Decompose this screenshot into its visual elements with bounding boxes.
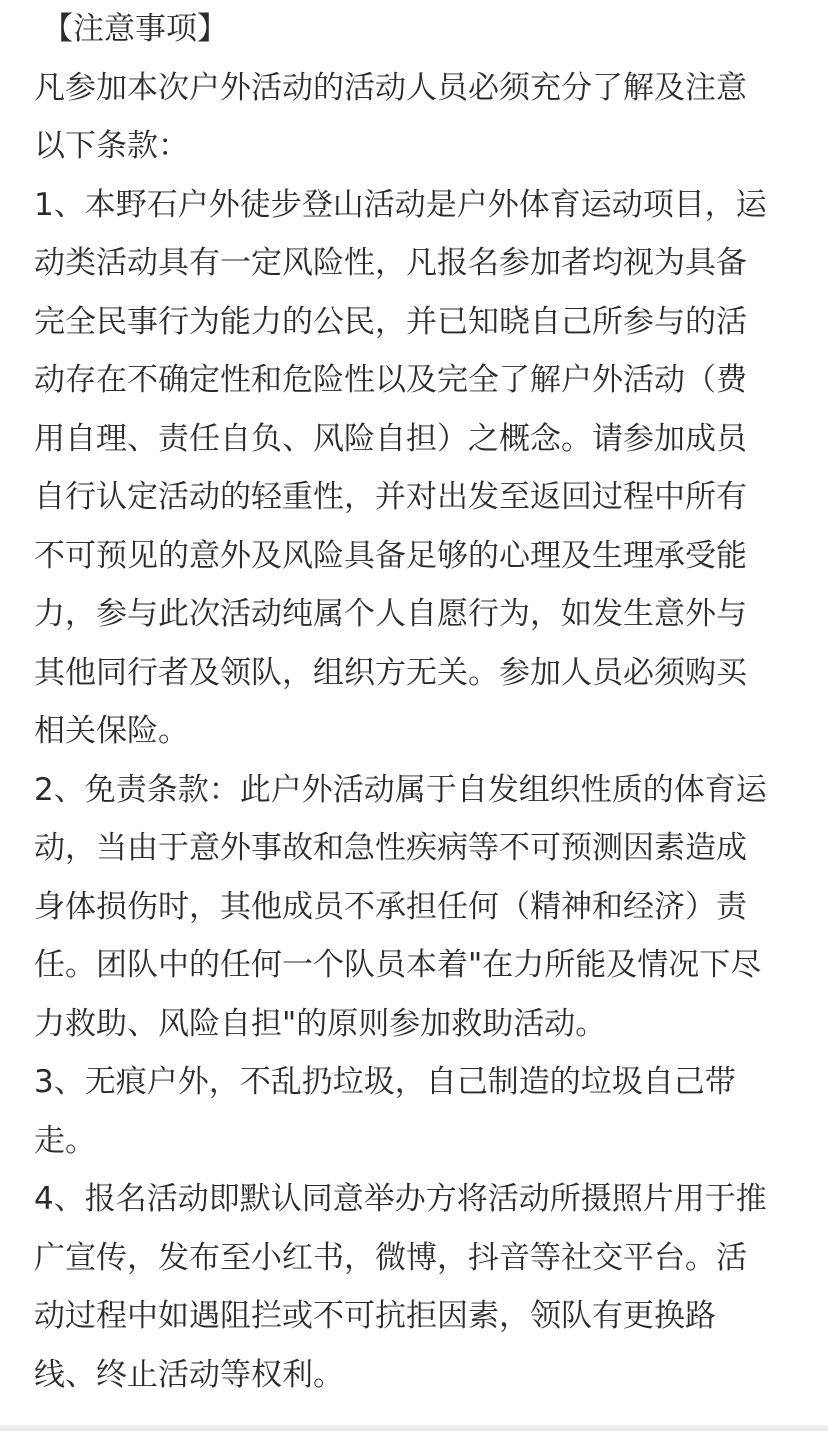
clause-1 (34, 176, 804, 761)
intro-line: 以下条款： (34, 128, 189, 164)
intro-line: 凡参加本次户外活动的活动人员必须充分了解及注意 (34, 69, 747, 106)
clause-line: 任。团队中的任何一个队员本着"在力所能及情况下尽 (34, 947, 762, 983)
clause-line: 2、免责条款：此户外活动属于自发组织性质的体育运 (34, 771, 767, 808)
clause-line: 身体损伤时，其他成员不承担任何（精神和经济）责 (34, 888, 747, 925)
clause-line: 自行认定活动的轻重性，并对出发至返回过程中所有 (34, 479, 747, 515)
clause-line: 广宣传，发布至小红书，微博，抖音等社交平台。活 (34, 1239, 747, 1276)
clause-line: 用自理、责任自负、风险自担）之概念。请参加成员 (34, 420, 747, 457)
clause-line: 3、无痕户外，不乱扔垃圾，自己制造的垃圾自己带 (34, 1064, 736, 1100)
clause-line: 力救助、风险自担"的原则参加救助活动。 (34, 1005, 607, 1042)
clause-line: 力，参与此次活动纯属个人自愿行为，如发生意外与 (34, 596, 747, 632)
clause-line: 走。 (34, 1122, 96, 1159)
clause-line: 不可预见的意外及风险具备足够的心理及生理承受能 (34, 537, 747, 574)
clause-4 (34, 1170, 804, 1404)
notice-heading: 【注意事项】 (42, 11, 228, 47)
clause-line: 其他同行者及领队，组织方无关。参加人员必须购买 (34, 654, 747, 691)
clause-line: 动存在不确定性和危险性以及完全了解户外活动（费 (34, 362, 747, 398)
clause-line: 1、本野石户外徒步登山活动是户外体育运动项目，运 (34, 186, 767, 223)
intro-paragraph (34, 59, 804, 176)
clause-line: 相关保险。 (34, 713, 189, 749)
clause-line: 线、终止活动等权利。 (34, 1356, 344, 1393)
clause-2 (34, 761, 804, 1054)
clause-line: 动类活动具有一定风险性，凡报名参加者均视为具备 (34, 245, 747, 281)
bottom-divider (0, 1425, 828, 1431)
clause-line: 4、报名活动即默认同意举办方将活动所摄照片用于推 (34, 1181, 767, 1217)
clause-3 (34, 1053, 804, 1170)
clause-line: 动过程中如遇阻拦或不可抗拒因素，领队有更换路 (34, 1298, 716, 1334)
notice-document (34, 0, 804, 1404)
clause-line: 完全民事行为能力的公民，并已知晓自己所参与的活 (34, 303, 747, 340)
clause-line: 动，当由于意外事故和急性疾病等不可预测因素造成 (34, 830, 747, 866)
